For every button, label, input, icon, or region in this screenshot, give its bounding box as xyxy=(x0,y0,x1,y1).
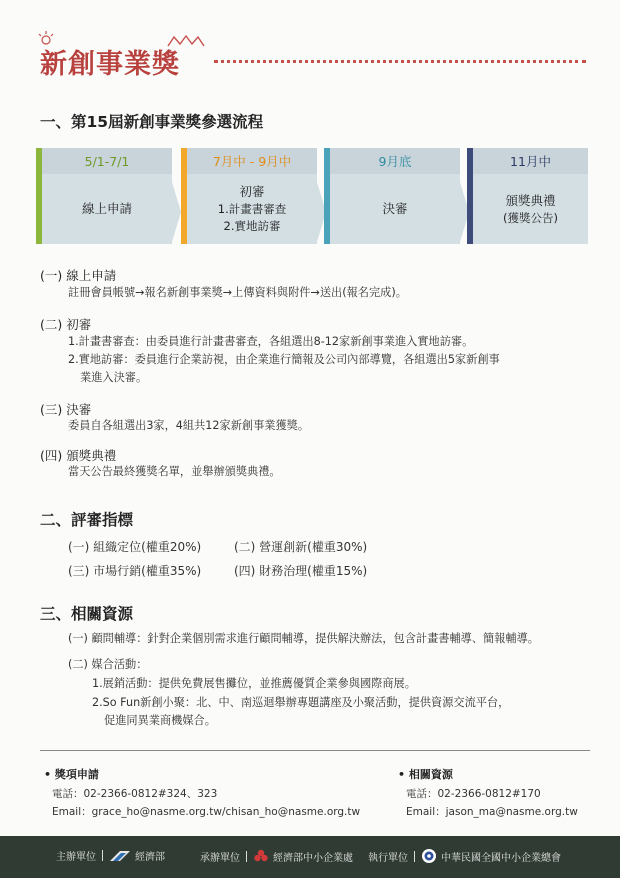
footer-host xyxy=(56,848,165,863)
item-text: 註冊會員帳號→報名新創事業獎→上傳資料與附件→送出(報名完成)。 xyxy=(68,286,407,299)
divider xyxy=(40,750,590,751)
footer-organizer xyxy=(200,848,353,864)
criterion: (一) 組織定位(權重20%) xyxy=(68,540,202,554)
section-heading-process: 一、第15屆新創事業獎參選流程 xyxy=(40,113,264,131)
sme-logo-icon xyxy=(253,848,269,864)
item-heading: (四) 頒獎典禮 xyxy=(40,448,117,463)
step-title: 決審 xyxy=(382,200,408,216)
resource-item: (二) 媒合活動： xyxy=(68,658,148,671)
contact-phone: 電話：02-2366-0812#170 xyxy=(406,788,541,800)
criterion: (三) 市場行銷(權重35%) xyxy=(68,564,202,578)
resource-sub-item: 1.展銷活動：提供免費展售攤位，並推薦優質企業參與國際商展。 xyxy=(92,677,416,690)
contact-heading: • 獎項申請 xyxy=(44,768,99,781)
step-body xyxy=(330,174,460,244)
footer xyxy=(0,836,620,878)
contact-phone: 電話：02-2366-0812#324、323 xyxy=(52,788,218,800)
step-title: 線上申請 xyxy=(81,200,132,216)
separator xyxy=(102,850,103,861)
step-note: (獲獎公告) xyxy=(503,210,558,225)
contact-heading-text: 獎項申請 xyxy=(54,768,99,781)
step-sub-item: 1.計畫書審查 xyxy=(217,202,287,217)
step-final-review xyxy=(324,148,460,244)
item-heading: (三) 決審 xyxy=(40,402,92,417)
item-text: 2.實地訪審：委員進行企業訪視，由企業進行簡報及公司內部導覽，各組選出5家新創事 xyxy=(68,353,500,366)
step-date: 11月中 xyxy=(473,148,588,174)
resource-sub-item: 促進同異業商機媒合。 xyxy=(104,714,216,727)
nasme-logo-icon xyxy=(421,848,437,864)
separator xyxy=(246,851,247,862)
footer-label: 主辦單位 xyxy=(56,852,96,863)
criterion: (二) 營運創新(權重30%) xyxy=(234,540,368,554)
footer-name: 經濟部 xyxy=(135,852,165,863)
item-text: 1.計畫書審查：由委員進行計畫書審查，各組選出8-12家新創事業進入實地訪審。 xyxy=(68,335,474,348)
crown-icon xyxy=(166,34,206,48)
step-preliminary-review xyxy=(181,148,317,244)
footer-label: 承辦單位 xyxy=(200,852,240,864)
step-arrow xyxy=(172,182,181,242)
step-sub-item: 2.實地訪審 xyxy=(223,219,281,234)
item-heading: (二) 初審 xyxy=(40,317,92,332)
separator xyxy=(414,851,415,862)
step-date: 5/1-7/1 xyxy=(42,148,172,174)
resource-sub-item: 2.So Fun新創小聚：北、中、南巡迴舉辦專題講座及小聚活動，提供資源交流平台， xyxy=(92,696,510,709)
step-title: 頒獎典禮 xyxy=(505,192,556,208)
item-heading: (一) 線上申請 xyxy=(40,268,117,283)
item-text: 委員自各組選出3家，4組共12家新創事業獲獎。 xyxy=(68,419,310,432)
contact-heading-text: 相關資源 xyxy=(408,768,453,781)
criterion: (四) 財務治理(權重15%) xyxy=(234,564,368,578)
moea-logo-icon xyxy=(109,849,131,863)
footer-name: 經濟部中小企業處 xyxy=(273,852,353,864)
step-date: 9月底 xyxy=(330,148,460,174)
step-online-application xyxy=(36,148,172,244)
step-award-ceremony xyxy=(467,148,588,244)
section-heading-criteria: 二、評審指標 xyxy=(40,511,134,529)
header-dotted-rule xyxy=(214,60,586,63)
step-body xyxy=(187,174,317,244)
item-text: 當天公告最終獲獎名單，並舉辦頒獎典禮。 xyxy=(68,465,281,478)
page-title: 新創事業獎 xyxy=(40,49,180,80)
step-body xyxy=(473,174,588,244)
process-flow xyxy=(36,148,588,244)
footer-name: 中華民國全國中小企業總會 xyxy=(441,852,561,864)
footer-executor xyxy=(368,848,561,864)
footer-label: 執行單位 xyxy=(368,852,408,864)
item-text: 業進入決審。 xyxy=(80,371,148,384)
step-date: 7月中 - 9月中 xyxy=(187,148,317,174)
contact-email[interactable]: Email：grace_ho@nasme.org.tw/chisan_ho@nasme.org.tw xyxy=(52,806,361,818)
contact-heading: • 相關資源 xyxy=(398,768,453,781)
step-title: 初審 xyxy=(239,184,265,200)
section-heading-resources: 三、相關資源 xyxy=(40,605,134,623)
contact-email[interactable]: Email：jason_ma@nasme.org.tw xyxy=(406,806,578,818)
resource-item: (一) 顧問輔導：針對企業個別需求進行顧問輔導，提供解決辦法，包含計畫書輔導、簡報輔導。 xyxy=(68,632,539,645)
step-body xyxy=(42,174,172,244)
